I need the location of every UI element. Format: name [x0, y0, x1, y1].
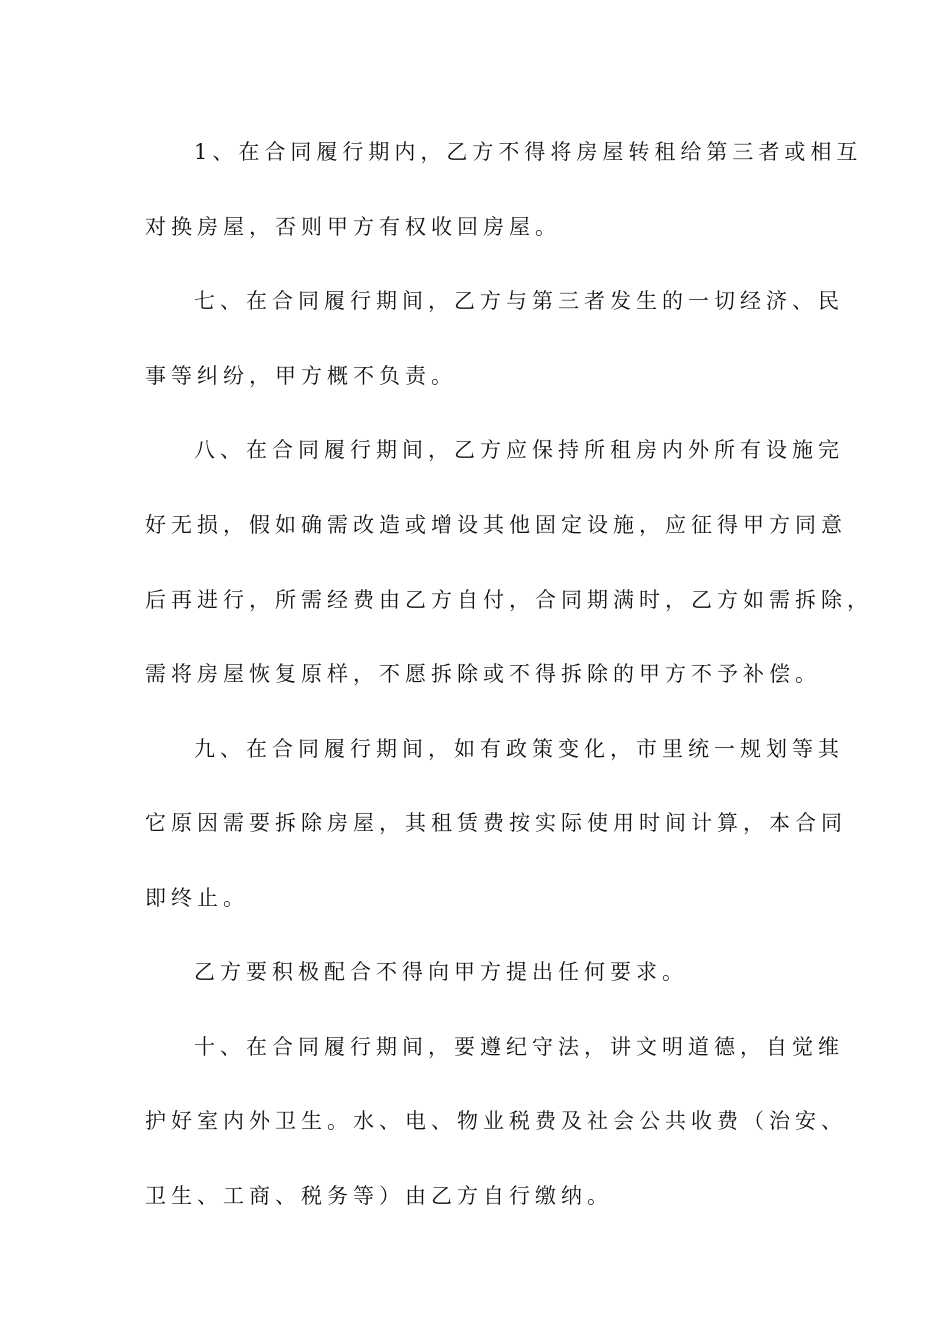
paragraph-line: 好无损，假如确需改造或增设其他固定设施，应征得甲方同意: [145, 513, 847, 537]
paragraph-line: 即终止。: [145, 886, 249, 910]
paragraph-line: 九、在合同履行期间，如有政策变化，市里统一规划等其: [194, 737, 844, 761]
paragraph-line: 对换房屋，否则甲方有权收回房屋。: [145, 215, 561, 239]
paragraph-line: 1、在合同履行期内，乙方不得将房屋转租给第三者或相互: [194, 140, 863, 164]
paragraph-line: 十、在合同履行期间，要遵纪守法，讲文明道德，自觉维: [194, 1035, 844, 1059]
paragraph-line: 八、在合同履行期间，乙方应保持所租房内外所有设施完: [194, 438, 844, 462]
paragraph-line: 需将房屋恢复原样，不愿拆除或不得拆除的甲方不予补偿。: [145, 662, 821, 686]
paragraph-line: 乙方要积极配合不得向甲方提出任何要求。: [194, 960, 688, 984]
paragraph-line: 事等纠纷，甲方概不负责。: [145, 364, 457, 388]
paragraph-line: 后再进行，所需经费由乙方自付，合同期满时，乙方如需拆除，: [145, 588, 873, 612]
paragraph-line: 七、在合同履行期间，乙方与第三者发生的一切经济、民: [194, 289, 844, 313]
paragraph-line: 它原因需要拆除房屋，其租赁费按实际使用时间计算，本合同: [145, 811, 847, 835]
paragraph-line: 卫生、工商、税务等）由乙方自行缴纳。: [145, 1184, 613, 1208]
paragraph-line: 护好室内外卫生。水、电、物业税费及社会公共收费（治安、: [145, 1109, 847, 1133]
